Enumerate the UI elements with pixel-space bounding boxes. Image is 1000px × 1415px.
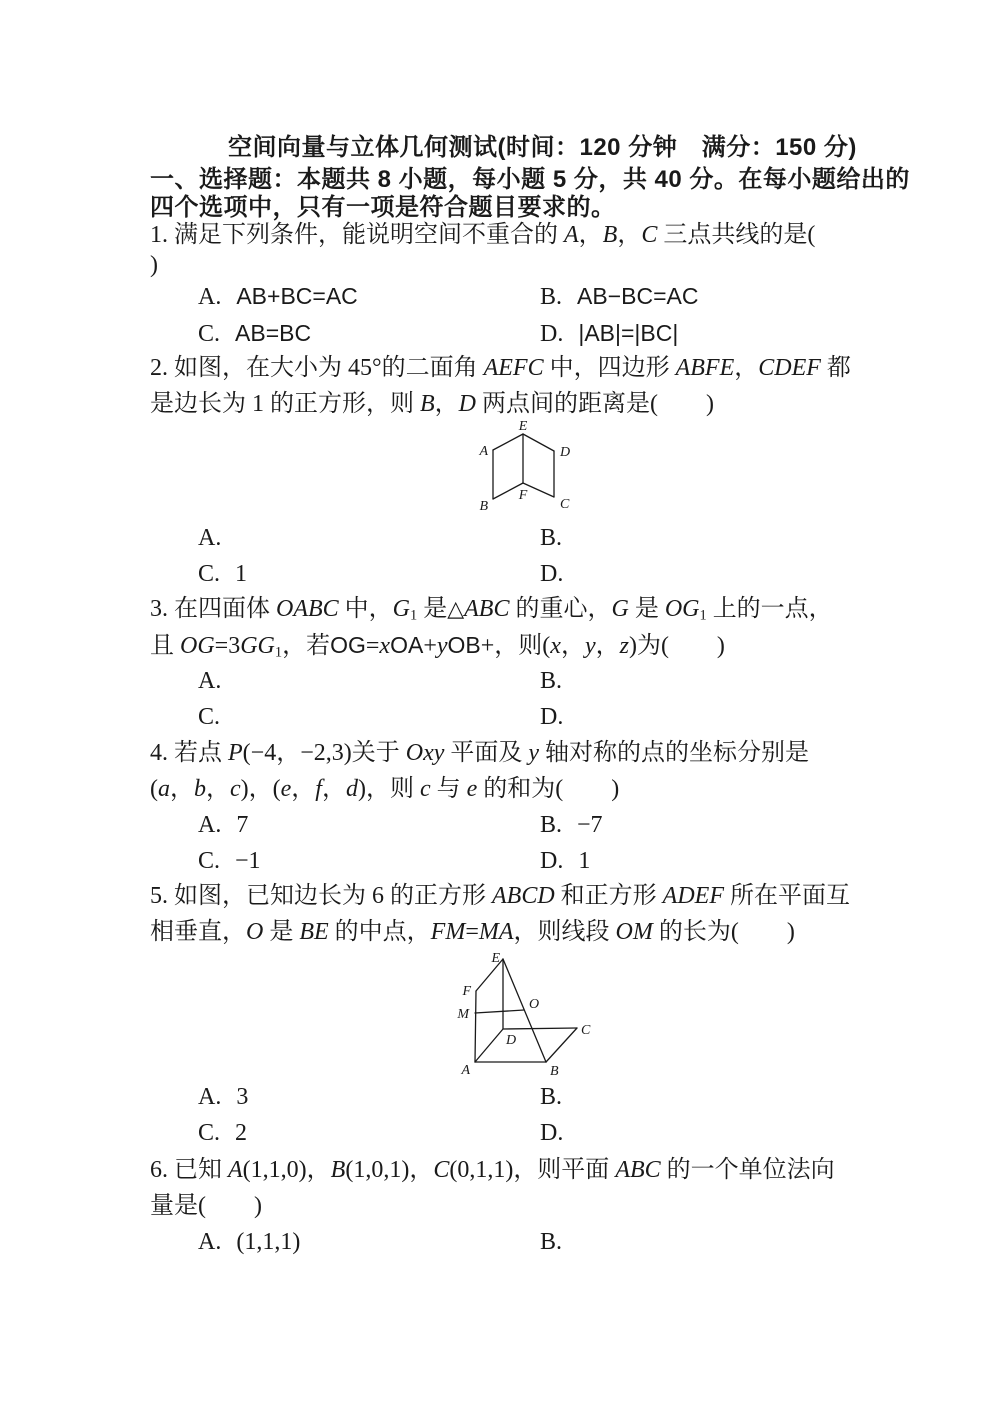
- figure-edge-AD: [475, 1029, 503, 1062]
- q4-option-a: [198, 812, 248, 839]
- q6-text-line-2: 量是( ): [150, 1193, 262, 1219]
- option-letter: B.: [540, 812, 563, 838]
- q5-text-line-2: 相垂直，O 是 BE 的中点，FM=MA，则线段 OM 的长为( ): [150, 919, 795, 945]
- q1-options-row-1: [150, 283, 860, 313]
- q5-option-b: [540, 1084, 577, 1111]
- q2-options-row-2: [150, 561, 860, 591]
- q2-option-d: [540, 561, 578, 588]
- vertex-label-C: C: [581, 1023, 591, 1038]
- option-letter: A.: [198, 525, 222, 551]
- option-content: −1: [235, 848, 261, 874]
- vertex-label-F: F: [462, 984, 471, 999]
- vertex-label-A: A: [461, 1063, 470, 1078]
- option-content: AB+BC=AC: [236, 283, 358, 309]
- q5-option-a: [198, 1084, 248, 1111]
- q2-text-line-2: 是边长为 1 的正方形，则 B，D 两点间的距离是( ): [150, 391, 714, 417]
- vertex-label-E: E: [491, 951, 500, 966]
- option-content: 2: [235, 1120, 248, 1146]
- page-title: 空间向量与立体几何测试(时间：120 分钟 满分：150 分): [228, 134, 857, 161]
- option-letter: C.: [198, 704, 221, 730]
- option-letter: B.: [540, 284, 563, 310]
- vertex-label-O: O: [529, 997, 540, 1012]
- q3-option-c: [198, 704, 235, 731]
- figure-segment-MO: [475, 1010, 524, 1013]
- option-letter: A.: [198, 1084, 222, 1110]
- option-content: 1: [235, 561, 248, 587]
- q4-option-b: [540, 812, 603, 839]
- option-letter: C.: [198, 561, 221, 587]
- q5-figure-perpendicular-squares: [440, 950, 600, 1080]
- q2-option-b: [540, 525, 577, 552]
- q4-options-row-1: [150, 812, 860, 842]
- q2-option-a: [198, 525, 236, 552]
- q5-options-row-1: [150, 1084, 860, 1114]
- q5-options-row-2: [150, 1120, 860, 1150]
- vertex-label-A: A: [479, 444, 488, 459]
- q2-option-c: [198, 561, 247, 588]
- q1-option-d: [540, 320, 678, 348]
- q2-text-line-1: 2. 如图，在大小为 45°的二面角 AEFC 中，四边形 ABFE，CDEF 都: [150, 355, 851, 381]
- q3-option-b: [540, 668, 577, 695]
- q1-text-line-2: ): [150, 252, 158, 278]
- vertex-label-D: D: [506, 1033, 517, 1048]
- q5-option-c: [198, 1120, 247, 1147]
- q1-options-row-2: [150, 320, 860, 350]
- q5-option-d: [540, 1120, 578, 1147]
- section-intro-line-2: 四个选项中，只有一项是符合题目要求的。: [150, 194, 616, 221]
- option-letter: A.: [198, 284, 222, 310]
- option-content: AB−BC=AC: [577, 283, 699, 309]
- option-letter: C.: [198, 321, 221, 347]
- option-letter: D.: [540, 1120, 564, 1146]
- q4-option-c: [198, 848, 261, 875]
- option-letter: A.: [198, 812, 222, 838]
- figure-edge-DC: [503, 1028, 577, 1029]
- q6-text-line-1: 6. 已知 A(1,1,0)，B(1,0,1)，C(0,1,1)，则平面 ABC 的一个单位法向: [150, 1157, 835, 1183]
- q6-option-b: [540, 1229, 577, 1256]
- option-content: 7: [236, 812, 249, 838]
- option-letter: D.: [540, 704, 564, 730]
- option-letter: B.: [540, 668, 563, 694]
- q4-text-line-2: (a，b，c)，(e，f，d)，则 c 与 e 的和为( ): [150, 776, 620, 802]
- option-letter: D.: [540, 561, 564, 587]
- option-letter: C.: [198, 848, 221, 874]
- q4-options-row-2: [150, 848, 860, 878]
- q6-option-a: [198, 1229, 300, 1256]
- figure-edge-ED: [523, 434, 554, 451]
- q1-option-c: [198, 320, 311, 348]
- option-letter: D.: [540, 321, 564, 347]
- option-content: 1: [578, 848, 591, 874]
- q3-option-a: [198, 668, 236, 695]
- figure-edge-BC: [546, 1028, 577, 1062]
- option-letter: A.: [198, 668, 222, 694]
- vertex-label-M: M: [457, 1007, 469, 1022]
- option-content: |AB|=|BC|: [578, 320, 679, 346]
- q3-text-line-2: 且 $OG=3GG_1$，若OG=xOA+yOB+，则(x，y，z)为( ): [150, 632, 725, 661]
- option-letter: D.: [540, 848, 564, 874]
- vertex-label-C: C: [560, 497, 570, 512]
- q3-option-d: [540, 704, 578, 731]
- vertex-label-B: B: [550, 1064, 559, 1079]
- q4-option-d: [540, 848, 590, 875]
- vertex-label-B: B: [479, 499, 488, 514]
- vertex-label-E: E: [518, 419, 528, 434]
- q4-text-line-1: 4. 若点 P(−4，−2,3)关于 Oxy 平面及 y 轴对称的点的坐标分别是: [150, 740, 810, 766]
- option-letter: B.: [540, 1084, 563, 1110]
- vertex-label-D: D: [560, 445, 571, 460]
- option-content: 3: [236, 1084, 249, 1110]
- section-intro-line-1: 一、选择题：本题共 8 小题，每小题 5 分，共 40 分。在每小题给出的: [150, 166, 910, 193]
- figure-edge-EA: [493, 434, 523, 450]
- option-content: −7: [577, 812, 603, 838]
- option-content: AB=BC: [235, 320, 312, 346]
- q3-text-line-1: 3. 在四面体 OABC 中，$G_1$ 是△ABC 的重心，G 是 $OG_1$ 上的一点，: [150, 596, 833, 624]
- option-letter: B.: [540, 525, 563, 551]
- q2-options-row-1: [150, 525, 860, 555]
- q1-text-line-1: 1. 满足下列条件，能说明空间不重合的 A，B，C 三点共线的是(: [150, 222, 816, 248]
- q3-options-row-2: [150, 704, 860, 734]
- option-letter: B.: [540, 1229, 563, 1255]
- q1-option-b: [540, 283, 698, 311]
- option-letter: A.: [198, 1229, 222, 1255]
- option-letter: C.: [198, 1120, 221, 1146]
- figure-edge-FA: [475, 991, 476, 1062]
- q2-figure-dihedral-squares: [460, 418, 590, 518]
- q5-text-line-1: 5. 如图，已知边长为 6 的正方形 ABCD 和正方形 ADEF 所在平面互: [150, 883, 850, 909]
- q6-options-row-1: [150, 1229, 860, 1259]
- option-content: (1,1,1): [236, 1229, 301, 1255]
- q3-options-row-1: [150, 668, 860, 698]
- figure-edge-FC: [523, 483, 554, 497]
- q1-option-a: [198, 283, 358, 311]
- vertex-label-F: F: [518, 488, 528, 503]
